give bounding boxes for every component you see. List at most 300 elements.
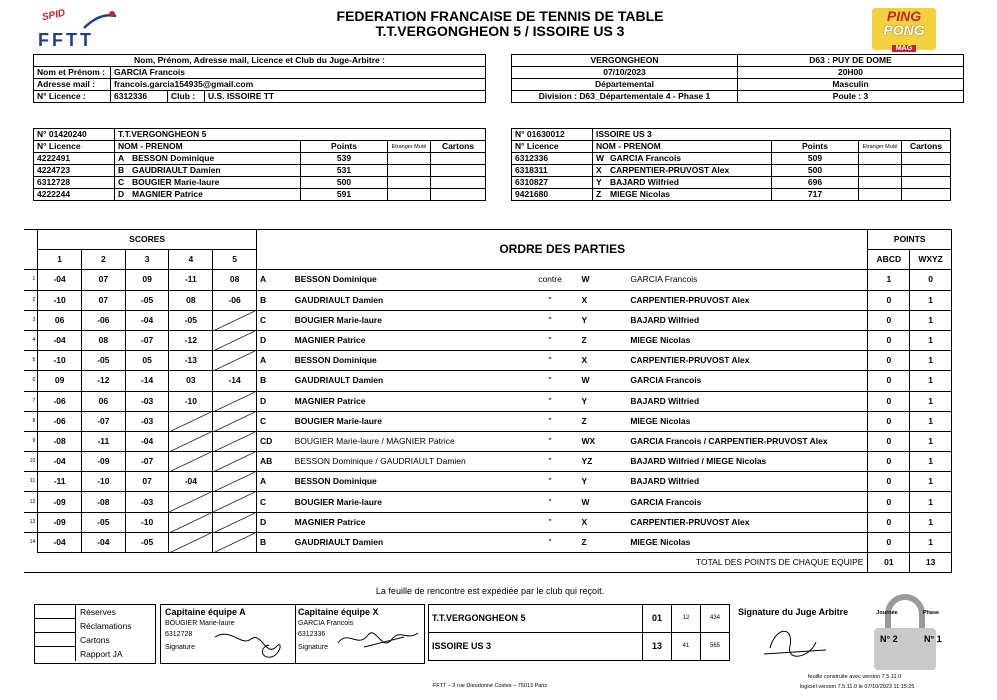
empty-set-slash [213,351,255,371]
game-row [24,411,952,431]
game-number: 6 [32,377,36,384]
player-a-letter: CD [256,431,291,451]
player-x-name: BAJARD Wilfried [627,391,867,411]
set-score [169,492,213,512]
abcd-header: ABCD [868,250,910,270]
player-licence: 6312728 [34,177,115,189]
set-score: 09 [38,371,82,391]
meeting-place: VERGONGHEON [512,55,738,67]
logo-pong: PONG [883,22,925,38]
team-a-player-row [34,189,486,201]
player-letter: C [115,177,130,189]
team-x-header-points: Points [772,141,859,153]
set-score: -04 [125,431,169,451]
points-wxyz: 1 [910,492,952,512]
set-score: -03 [125,411,169,431]
player-a-letter: AB [256,452,291,472]
points-wxyz: 1 [910,351,952,371]
check-box[interactable] [35,647,76,661]
game-row [24,290,952,310]
game-row [24,532,952,552]
player-letter: A [115,153,130,165]
empty-set-slash [213,452,255,472]
player-x-letter: Y [579,310,628,330]
set-score [213,431,257,451]
referee-club: U.S. ISSOIRE TT [205,91,486,103]
captain-a-title: Capitaine équipe A [165,607,246,617]
set-score: 06 [38,310,82,330]
game-number: 7 [32,397,36,404]
ja-signature-label: Signature du Juge Arbitre [738,607,849,617]
set-score: 06 [81,391,125,411]
player-a-name: BOUGIER Marie-laure / MAGNIER Patrice [292,431,522,451]
player-letter: Y [593,177,608,189]
set-score [213,351,257,371]
set-score: 05 [125,351,169,371]
empty-set-slash [213,472,255,492]
player-a-name: MAGNIER Patrice [292,512,522,532]
set-score: -05 [125,532,169,552]
logo-ping: PING [886,8,922,24]
game-row [24,452,952,472]
player-x-name: BAJARD Wilfried [627,310,867,330]
set-1-header: 1 [38,250,82,270]
player-cards [902,189,951,201]
player-a-name: BESSON Dominique / GAUDRIAULT Damien [292,452,522,472]
team-a-number: N° 01420240 [34,129,115,141]
player-a-letter: B [256,532,291,552]
player-x-letter: Z [579,411,628,431]
team-a-table [33,128,486,201]
set-score [213,452,257,472]
check-label: Rapport JA [80,649,123,659]
set-score: -07 [125,330,169,350]
team-x-player-row [512,177,951,189]
player-x-name: MIEGE Nicolas [627,411,867,431]
set-score: -05 [81,512,125,532]
points-abcd: 0 [868,391,910,411]
player-letter: B [115,165,130,177]
player-letter: W [593,153,608,165]
referee-licence: 6312336 [111,91,168,103]
player-x-name: GARCIA Francois / CARPENTIER-PRUVOST Alex [627,431,867,451]
game-number: 13 [29,518,36,525]
player-cards [431,177,486,189]
points-wxyz: 0 [910,270,952,290]
player-x-name: MIEGE Nicolas [627,532,867,552]
captain-x-title: Capitaine équipe X [298,607,379,617]
captain-x-signature-label: Signature [298,644,328,651]
set-score: 08 [81,330,125,350]
journee-value: N° 2 [880,634,898,644]
check-row [35,619,155,633]
player-licence: 4224723 [34,165,115,177]
team-a-name: T.T.VERGONGHEON 5 [115,129,486,141]
player-name: CARPENTIER-PRUVOST Alex [607,165,771,177]
versus: contre [522,270,579,290]
player-cards [902,153,951,165]
meeting-date: 07/10/2023 [512,67,738,79]
player-x-name: CARPENTIER-PRUVOST Alex [627,512,867,532]
player-name: GAUDRIAULT Damien [129,165,301,177]
points-wxyz: 1 [910,290,952,310]
player-a-letter: A [256,472,291,492]
points-abcd: 0 [868,452,910,472]
player-a-name: BOUGIER Marie-laure [292,310,522,330]
set-score: -07 [81,411,125,431]
spid-text: SPID [41,7,67,24]
team-a-header-licence: N° Licence [34,141,115,153]
team-x-name: ISSOIRE US 3 [593,129,951,141]
set-score: -10 [38,351,82,371]
set-score: -08 [81,492,125,512]
game-number: 5 [32,357,36,364]
referee-licence-label: N° Licence : [34,91,111,103]
referee-name: GARCIA Francois [111,67,486,79]
set-score [213,330,257,350]
captain-x-name: GARCIA Francois [298,620,354,627]
player-x-letter: X [579,512,628,532]
result-a-team: T.T.VERGONGHEON 5 [429,605,643,633]
player-points: 591 [301,189,388,201]
player-letter: Z [593,189,608,201]
player-a-letter: D [256,512,291,532]
game-row [24,330,952,350]
result-x-sets: 41 [672,633,701,661]
set-score: -06 [38,411,82,431]
set-2-header: 2 [81,250,125,270]
set-score: -07 [125,452,169,472]
player-letter: D [115,189,130,201]
game-row [24,351,952,371]
team-a-player-row [34,165,486,177]
version-line-2: logiciel version 7.5.11.0 le 07/10/2023 11:15:25 [800,684,915,690]
set-score: -10 [125,512,169,532]
team-x-number: N° 01630012 [512,129,593,141]
points-abcd: 0 [868,290,910,310]
player-x-letter: X [579,351,628,371]
team-x-header-name: NOM - PRENOM [593,141,772,153]
match-title: T.T.VERGONGHEON 5 / ISSOIRE US 3 [375,23,625,39]
set-score [213,512,257,532]
player-x-name: BAJARD Wilfried [627,472,867,492]
player-points: 500 [301,177,388,189]
player-points: 500 [772,165,859,177]
team-a-header-foreign: Etranger Muté [388,141,431,153]
address: FFTT – 3 rue Dieudonné Costes – 75013 Paris [432,683,548,689]
player-a-name: GAUDRIAULT Damien [292,532,522,552]
player-a-name: BESSON Dominique [292,351,522,371]
points-abcd: 0 [868,532,910,552]
set-score [213,532,257,552]
result-a-points: 434 [701,605,730,633]
game-number: 12 [29,498,36,505]
referee-email: francois.garcia154935@gmail.com [111,79,486,91]
scores-label: SCORES [38,230,257,250]
phase-value: N° 1 [924,634,942,644]
player-a-name: GAUDRIAULT Damien [292,371,522,391]
referee-table [33,54,486,103]
set-score: -09 [38,512,82,532]
player-x-letter: W [579,371,628,391]
ping-pong-mag-logo [872,8,936,50]
player-a-letter: B [256,290,291,310]
player-points: 539 [301,153,388,165]
team-a-header-name: NOM - PRENOM [115,141,301,153]
player-x-name: MIEGE Nicolas [627,330,867,350]
set-score [169,431,213,451]
set-score: -04 [38,452,82,472]
meeting-gender: Masculin [738,79,964,91]
points-abcd: 1 [868,270,910,290]
check-label: Cartons [80,635,110,645]
set-score [213,391,257,411]
versus: " [522,310,579,330]
total-label: TOTAL DES POINTS DE CHAQUE EQUIPE [38,553,868,573]
player-a-letter: B [256,371,291,391]
player-licence: 4222491 [34,153,115,165]
empty-set-slash [213,533,255,553]
player-name: BAJARD Wilfried [607,177,771,189]
ping-pong-swoosh-icon [82,10,118,32]
federation-title: FEDERATION FRANCAISE DE TENNIS DE TABLE [336,8,664,24]
player-x-name: CARPENTIER-PRUVOST Alex [627,351,867,371]
versus: " [522,290,579,310]
player-licence: 4222244 [34,189,115,201]
referee-name-label: Nom et Prénom : [34,67,111,79]
set-4-header: 4 [169,250,213,270]
game-row [24,512,952,532]
versus: " [522,492,579,512]
game-row [24,472,952,492]
set-score: -11 [38,472,82,492]
player-foreign [859,153,902,165]
game-number: 1 [32,276,36,283]
referee-heading: Nom, Prénom, Adresse mail, Licence et Club du Juge-Arbitre : [34,55,486,67]
player-foreign [859,165,902,177]
referee-email-label: Adresse mail : [34,79,111,91]
points-abcd: 0 [868,492,910,512]
empty-set-slash [169,533,211,553]
empty-set-slash [213,392,255,412]
points-wxyz: 1 [910,431,952,451]
player-a-letter: C [256,411,291,431]
empty-set-slash [169,492,211,512]
game-number: 3 [32,316,36,323]
game-number: 11 [30,478,36,485]
player-points: 717 [772,189,859,201]
captain-a-licence: 6312728 [165,631,193,638]
team-a-header-points: Points [301,141,388,153]
player-letter: X [593,165,608,177]
player-x-letter: Y [579,472,628,492]
set-score: -10 [38,290,82,310]
set-score [169,532,213,552]
game-number: 8 [32,417,36,424]
set-score: 08 [213,270,257,290]
set-score: -04 [38,270,82,290]
ja-signature [760,618,830,666]
empty-set-slash [169,513,211,533]
captain-a-signature-label: Signature [165,644,195,651]
check-box[interactable] [35,605,76,619]
check-box[interactable] [35,619,76,633]
points-wxyz: 1 [910,512,952,532]
points-abcd: 0 [868,371,910,391]
player-x-name: BAJARD Wilfried / MIEGE Nicolas [627,452,867,472]
set-score: -04 [125,310,169,330]
meeting-table [511,54,964,103]
player-cards [902,165,951,177]
versus: " [522,351,579,371]
player-foreign [388,165,431,177]
versus: " [522,512,579,532]
player-a-name: BOUGIER Marie-laure [292,411,522,431]
team-x-player-row [512,153,951,165]
player-a-letter: A [256,351,291,371]
game-number: 2 [32,296,36,303]
player-x-name: CARPENTIER-PRUVOST Alex [627,290,867,310]
phase-label: Phase [922,610,940,616]
points-abcd: 0 [868,351,910,371]
check-row [35,647,155,661]
check-row [35,605,155,619]
set-score: -09 [81,452,125,472]
empty-set-slash [213,432,255,452]
player-licence: 9421680 [512,189,593,201]
game-row [24,371,952,391]
set-score [213,411,257,431]
total-x: 13 [910,553,952,573]
set-score: -12 [169,330,213,350]
player-a-name: BOUGIER Marie-laure [292,492,522,512]
points-abcd: 0 [868,310,910,330]
player-foreign [388,177,431,189]
check-row [35,633,155,647]
set-score: -14 [125,371,169,391]
player-points: 531 [301,165,388,177]
game-number: 9 [32,437,36,444]
notice: La feuille de rencontre est expédiée par le club qui reçoit. [375,586,605,596]
set-score: 08 [169,290,213,310]
versus: " [522,532,579,552]
set-score: -08 [38,431,82,451]
player-x-name: GARCIA Francois [627,270,867,290]
meeting-level: Départemental [512,79,738,91]
player-foreign [388,153,431,165]
captain-a-box [160,604,296,664]
set-score: 07 [81,270,125,290]
set-5-header: 5 [213,250,257,270]
check-label: Réclamations [80,621,132,631]
lock-icon [868,592,942,672]
result-a-sets: 12 [672,605,701,633]
set-score: -11 [169,270,213,290]
player-x-letter: X [579,290,628,310]
meeting-region: D63 : PUY DE DOME [738,55,964,67]
player-name: MAGNIER Patrice [129,189,301,201]
fftt-text: FFTT [38,30,94,50]
player-name: GARCIA Francois [607,153,771,165]
player-licence: 6310827 [512,177,593,189]
game-row [24,391,952,411]
player-name: BESSON Dominique [129,153,301,165]
set-score [169,411,213,431]
player-a-letter: C [256,492,291,512]
set-score: -10 [81,472,125,492]
result-x-points: 565 [701,633,730,661]
checks-box [34,604,156,664]
version-line-1: feuille construite avec version 7.5.11.0 [808,674,902,680]
logo-mag: MAG [892,45,916,52]
captain-a-name: BOUGIER Marie-laure [165,620,235,627]
empty-set-slash [213,412,255,432]
empty-set-slash [169,452,211,472]
set-score: -05 [169,310,213,330]
points-abcd: 0 [868,431,910,451]
empty-set-slash [213,311,255,331]
player-cards [431,165,486,177]
team-a-player-row [34,177,486,189]
player-x-letter: Y [579,391,628,411]
player-a-name: BESSON Dominique [292,270,522,290]
set-score [213,472,257,492]
captain-x-signature [334,619,420,659]
set-score: -05 [81,351,125,371]
points-wxyz: 1 [910,472,952,492]
game-row [24,431,952,451]
set-score: -05 [125,290,169,310]
player-x-letter: W [579,492,628,512]
check-box[interactable] [35,633,76,647]
check-label: Réserves [80,607,116,617]
player-a-letter: D [256,330,291,350]
points-wxyz: 1 [910,411,952,431]
versus: " [522,330,579,350]
captain-x-box [294,604,425,664]
result-a-score: 01 [643,605,672,633]
player-licence: 6312336 [512,153,593,165]
set-score: -04 [38,330,82,350]
set-score: -10 [169,391,213,411]
game-number: 14 [29,539,36,546]
result-x-team: ISSOIRE US 3 [429,633,643,661]
player-a-name: BESSON Dominique [292,472,522,492]
player-x-letter: W [579,270,628,290]
team-a-header-cards: Cartons [431,141,486,153]
versus: " [522,411,579,431]
player-cards [902,177,951,189]
set-score: -09 [38,492,82,512]
set-score: 09 [125,270,169,290]
points-abcd: 0 [868,330,910,350]
points-wxyz: 1 [910,310,952,330]
versus: " [522,371,579,391]
points-wxyz: 1 [910,371,952,391]
set-3-header: 3 [125,250,169,270]
set-score: -12 [81,371,125,391]
player-x-letter: Z [579,532,628,552]
game-row [24,270,952,290]
set-score: -06 [38,391,82,411]
captain-a-signature [211,617,291,663]
result-table [428,604,730,661]
points-wxyz: 1 [910,330,952,350]
player-licence: 6318311 [512,165,593,177]
set-score: -06 [213,290,257,310]
set-score: -04 [169,472,213,492]
game-row [24,492,952,512]
